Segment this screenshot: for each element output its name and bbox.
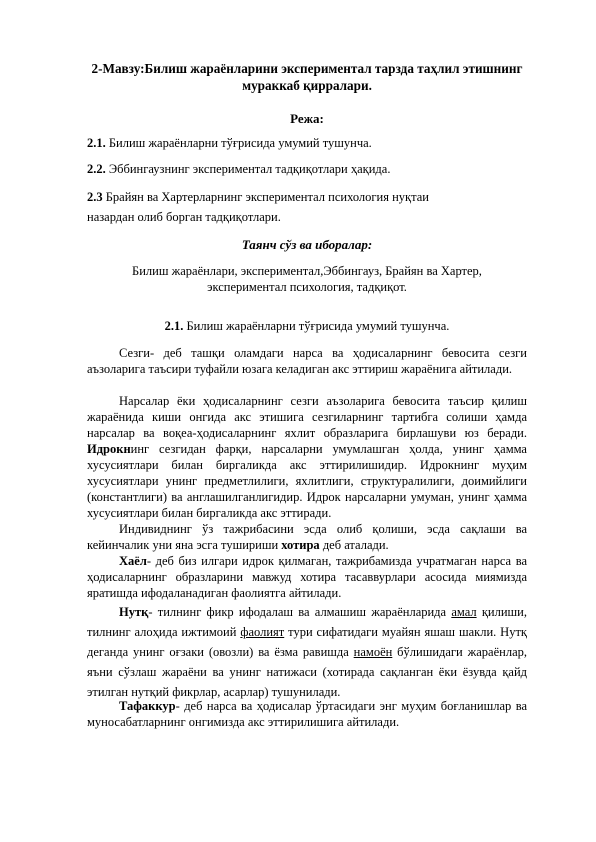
- paragraph-sensation: [87, 345, 527, 377]
- plan-item-1-text: Билиш жараёнларни тўғрисида умумий тушунча.: [105, 136, 372, 150]
- paragraph-thinking: [87, 698, 527, 730]
- keywords-line1: Билиш жараёнлари, экспериментал,Эббингауз, Брайян ва Хартер,: [132, 264, 482, 278]
- paragraph-speech-a: - тилнинг фикр ифодалаш ва алмашиш жараёнларида: [148, 605, 452, 619]
- underlined-word-namoyon: намоён: [353, 645, 393, 659]
- underlined-word-amal: амал: [451, 605, 477, 619]
- paragraph-perception-a: Нарсалар ёки ҳодисаларнинг сезги аъзоларига бевосита таъсир қилиш жараёнида киши онгида акс этишига сезгиларнинг тартибга солиши ҳамда нарсалар ва воқеа-ҳодисаларнинг яхлит образларига бирлашуви юз беради.: [87, 394, 527, 440]
- paragraph-imagination: [87, 553, 527, 601]
- plan-item-2: [87, 161, 527, 177]
- paragraph-speech-c: тури сифатидаги муайян яшаш шакли. Нутқ деганда унинг оғзаки (овозли) ва ёзма равишда: [87, 625, 527, 659]
- section-heading-num: 2.1.: [164, 319, 184, 333]
- plan-item-3-text: Брайян ва Хартерларнинг экспериментал психология нуқтаи назардан олиб борган тадқиқотлари.: [87, 190, 429, 224]
- keywords-heading: Таянч сўз ва иборалар:: [241, 237, 373, 252]
- paragraph-thinking-text: - деб нарса ва ҳодисалар ўртасидаги энг муҳим боғланишлар ва муносабатларнинг онгимизда акс эттирилишига айтилади.: [87, 699, 527, 729]
- paragraph-speech: [87, 602, 527, 702]
- underlined-word-faoliyat: фаолият: [240, 625, 285, 639]
- paragraph-imagination-text: - деб биз илгари идрок қилмаган, тажрибамизда учратмаган нарса ва ҳодисаларнинг образларини мавжуд хотира тасаввурлари асосида миямизда яратишда ифодаланадиган фаолиятга айтилади.: [87, 554, 527, 600]
- paragraph-perception-b: инг сезгидан фарқи, нарсаларни умумлашган ҳолда, унинг ҳамма хусусиятлари билан биргаликда акс эттирилишидир. Идрокнинг муҳим хусусиятлари унинг предметлилиги, яхлитлиги, структуралилиги, доимийлиги (константлиги) ва англашилганлигидир. Идрок нарсаларни умуман, унинг ҳамма хусусиятлари билан биргаликда акс эттиради.: [87, 442, 527, 520]
- page-title-line2: мураккаб қирралари.: [242, 78, 372, 93]
- paragraph-speech-b: қилиши, тилнинг алоҳида ижтимоий: [87, 605, 527, 639]
- paragraph-perception: [87, 393, 527, 521]
- paragraph-memory-b: деб аталади.: [319, 538, 389, 552]
- plan-item-1: [87, 135, 527, 151]
- plan-heading: Режа:: [290, 111, 324, 126]
- section-heading: [87, 318, 527, 334]
- keywords-text: [87, 263, 527, 295]
- paragraph-memory: [87, 521, 527, 553]
- page-title-line1: 2-Мавзу:Билиш жараёнларини экспериментал тарзда таҳлил этишнинг: [91, 61, 523, 76]
- term-imagination: Хаёл: [119, 554, 147, 568]
- term-perception: Идрокн: [87, 442, 131, 456]
- term-thinking: Тафаккур: [119, 699, 176, 713]
- paragraph-sensation-text: Сезги- деб ташқи оламдаги нарса ва ҳодисаларнинг бевосита сезги аъзоларига таъсири туфайли юзага келадиган акс эттириш жараёнига айтилади.: [87, 346, 527, 376]
- plan-item-3-num: 2.3: [87, 190, 103, 204]
- paragraph-memory-a: Индивиднинг ўз тажрибасини эсда олиб қолиши, эсда сақлаши ва кейинчалик уни яна эсга тушириши: [87, 522, 527, 552]
- keywords-line2: экспериментал психология, тадқиқот.: [207, 280, 407, 294]
- paragraph-speech-d: бўлишидаги жараёнлар, яъни сўзлаш жараёни ва унинг натижаси (хотирада сақланган ёки ёзувда қайд этилган нутқий фикрлар, асарлар) тушунилади.: [87, 645, 527, 699]
- plan-item-1-num: 2.1.: [87, 136, 106, 150]
- term-memory: хотира: [281, 538, 320, 552]
- section-heading-text: Билиш жараёнларни тўғрисида умумий тушунча.: [183, 319, 450, 333]
- term-speech: Нутқ: [119, 605, 149, 619]
- plan-item-2-num: 2.2.: [87, 162, 106, 176]
- page-title: [87, 60, 527, 94]
- plan-item-2-text: Эббингаузнинг экспериментал тадқиқотлари ҳақида.: [105, 162, 391, 176]
- plan-item-3: [87, 187, 467, 227]
